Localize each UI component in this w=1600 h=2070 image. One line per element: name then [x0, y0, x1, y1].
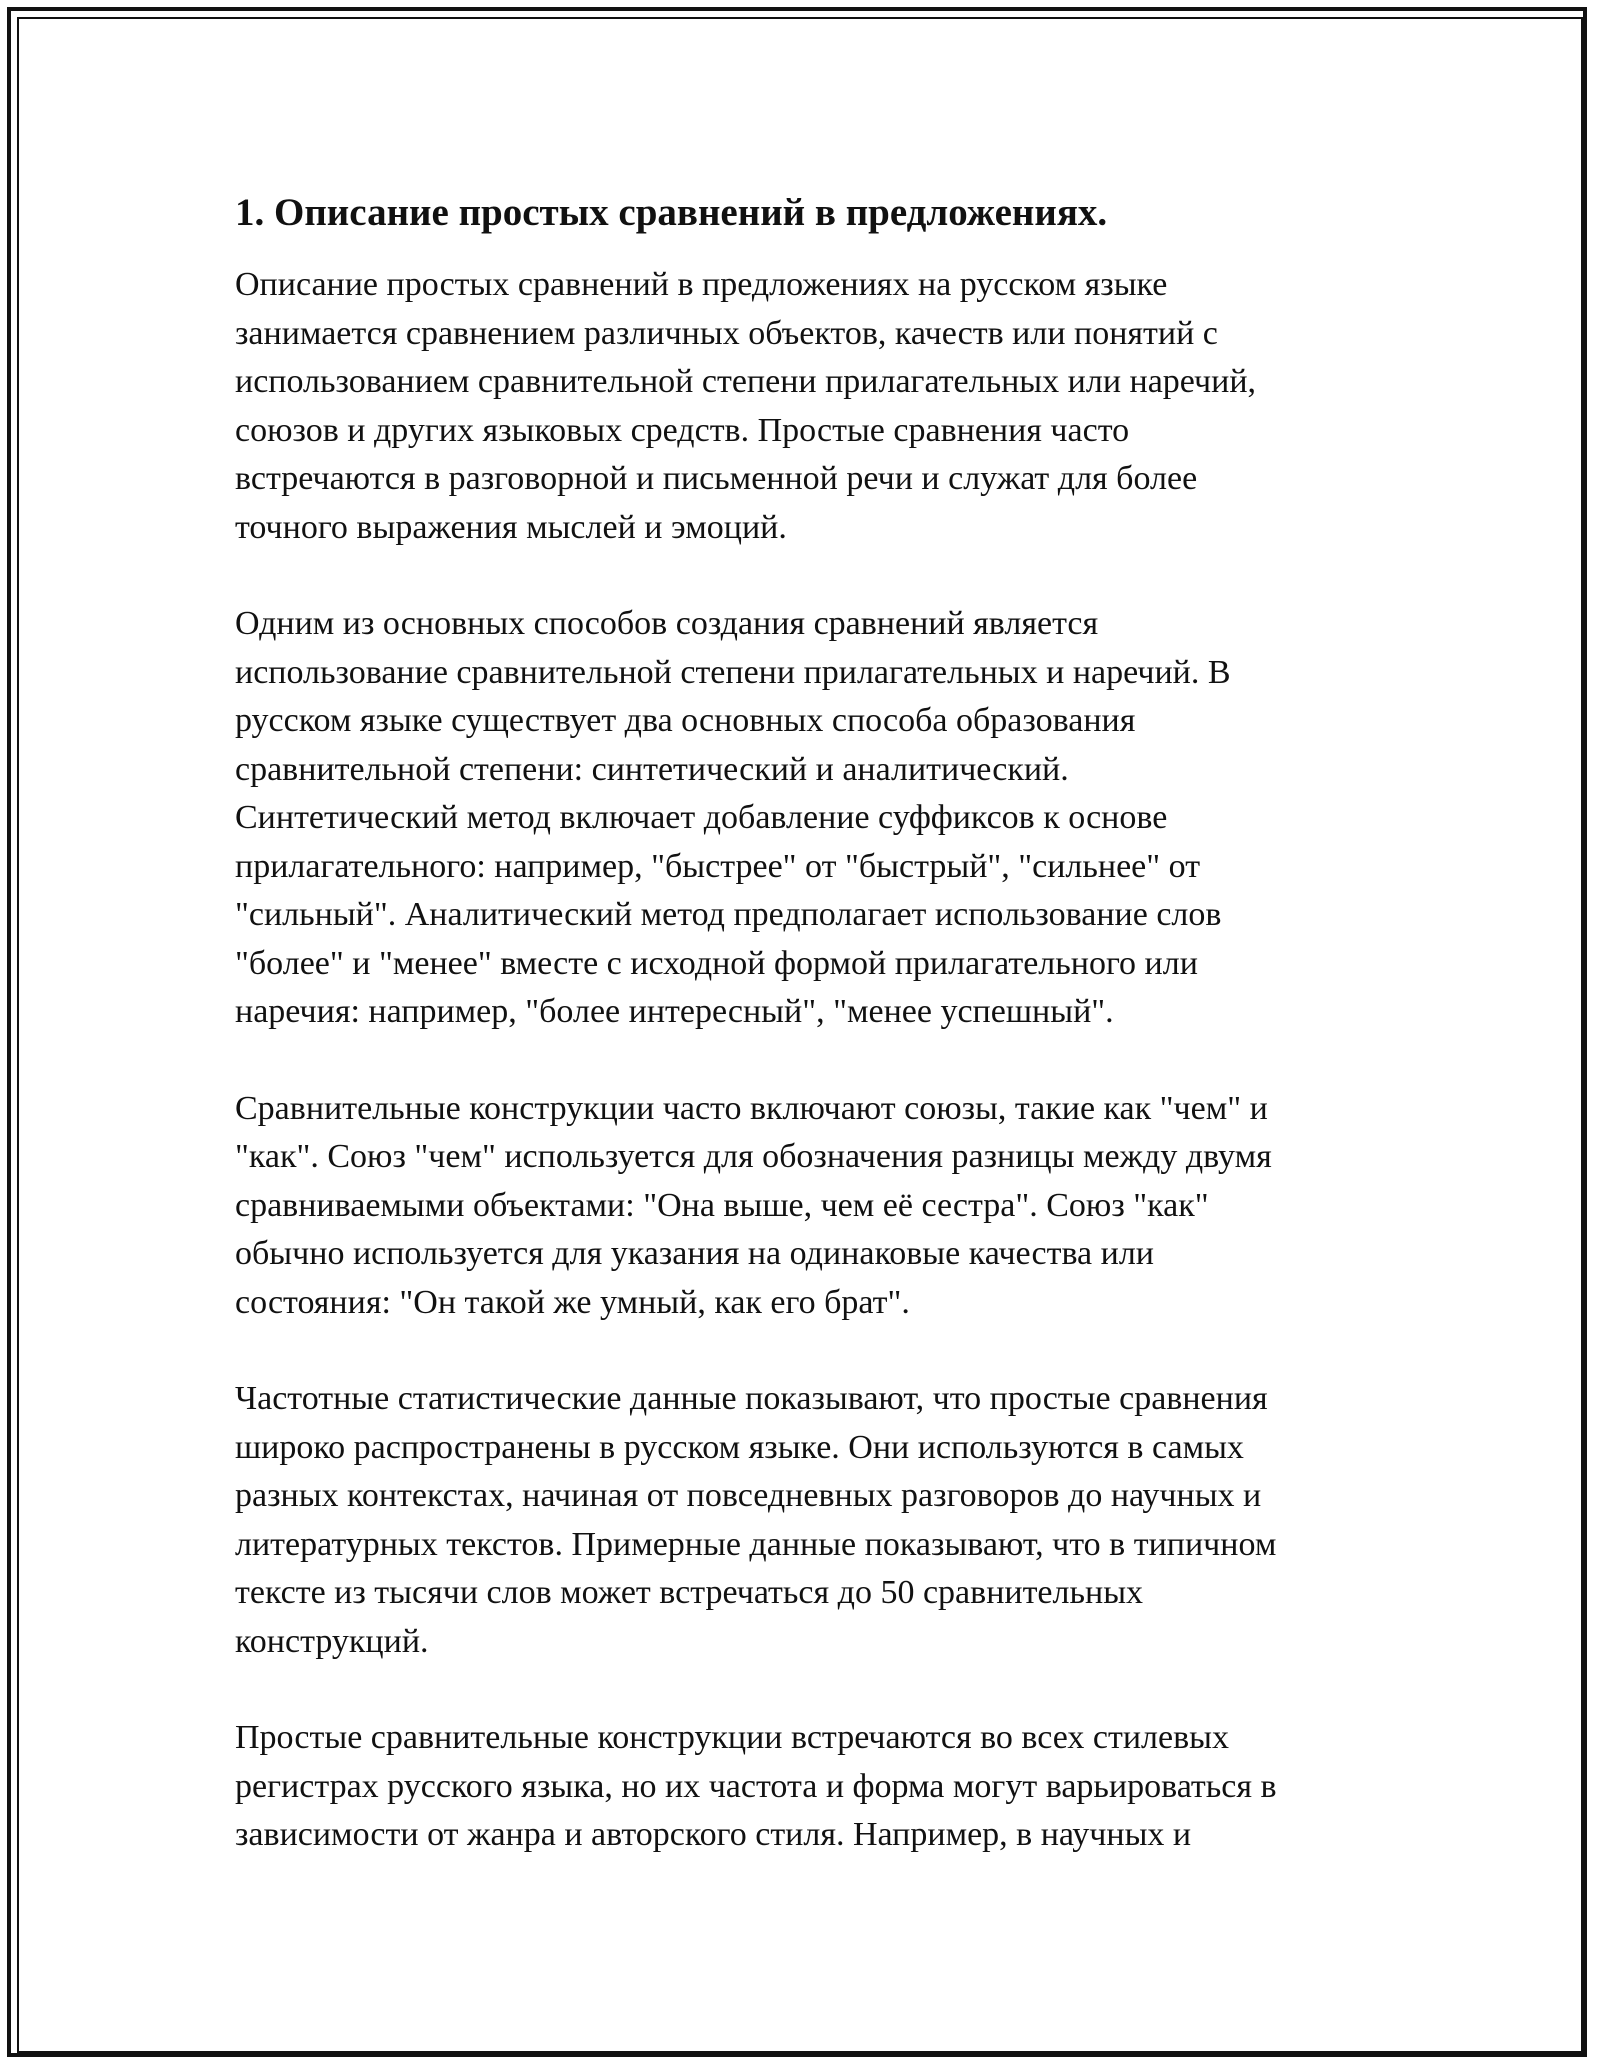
text-line: обычно используется для указания на одинаковые качества или: [235, 1235, 1154, 1272]
text-line: Одним из основных способов создания сравнений является: [235, 605, 1099, 642]
text-line: литературных текстов. Примерные данные показывают, что в типичном: [235, 1525, 1277, 1563]
text-line: прилагательного: например, "быстрее" от "быстрый", "сильнее" от: [235, 847, 1201, 885]
text-line: сравниваемыми объектами: "Она выше, чем её сестра". Союз "как": [235, 1186, 1209, 1224]
text-line: разных контекстах, начиная от повседневных разговоров до научных и: [235, 1477, 1262, 1514]
text-line: Сравнительные конструкции часто включают союзы, такие как "чем" и: [235, 1089, 1268, 1127]
text-line: занимается сравнением различных объектов, качеств или понятий с: [235, 314, 1218, 352]
text-line: использованием сравнительной степени прилагательных или наречий,: [235, 363, 1257, 400]
section-heading: 1. Описание простых сравнений в предложениях.: [235, 191, 1108, 234]
text-line: сравнительной степени: синтетический и аналитический.: [235, 750, 1069, 788]
text-line: Простые сравнительные конструкции встречаются во всех стилевых: [235, 1719, 1230, 1756]
paragraph-1: [235, 261, 1395, 552]
text-line: регистрах русского языка, но их частота и форма могут варьироваться в: [235, 1767, 1277, 1805]
text-line: "как". Союз "чем" используется для обозначения разницы между двумя: [235, 1138, 1272, 1175]
text-line: русском языке существует два основных способа образования: [235, 702, 1136, 739]
text-line: встречаются в разговорной и письменной речи и служат для более: [235, 460, 1198, 497]
text-line: "более" и "менее" вместе с исходной формой прилагательного или: [235, 944, 1198, 982]
text-line: "сильный". Аналитический метод предполагает использование слов: [235, 896, 1222, 933]
text-line: конструкций.: [235, 1622, 429, 1660]
paragraph-3: [235, 1085, 1395, 1328]
text-line: широко распространены в русском языке. Они используются в самых: [235, 1428, 1244, 1466]
text-line: состояния: "Он такой же умный, как его брат".: [235, 1283, 910, 1321]
text-line: зависимости от жанра и авторского стиля. Например, в научных и: [235, 1816, 1192, 1853]
text-line: Частотные статистические данные показывают, что простые сравнения: [235, 1380, 1268, 1417]
text-line: точного выражения мыслей и эмоций.: [235, 508, 787, 546]
text-line: использование сравнительной степени прилагательных и наречий. В: [235, 653, 1231, 691]
text-line: Синтетический метод включает добавление суффиксов к основе: [235, 799, 1168, 836]
text-line: наречия: например, "более интересный", "менее успешный".: [235, 993, 1114, 1030]
paragraph-4: [235, 1375, 1395, 1666]
paragraph-5: [235, 1714, 1395, 1860]
text-line: тексте из тысячи слов может встречаться до 50 сравнительных: [235, 1574, 1144, 1611]
paragraph-2: [235, 600, 1395, 1037]
text-line: Описание простых сравнений в предложениях на русском языке: [235, 266, 1168, 303]
document-body: [235, 189, 1395, 1908]
text-line: союзов и других языковых средств. Простые сравнения часто: [235, 411, 1130, 449]
